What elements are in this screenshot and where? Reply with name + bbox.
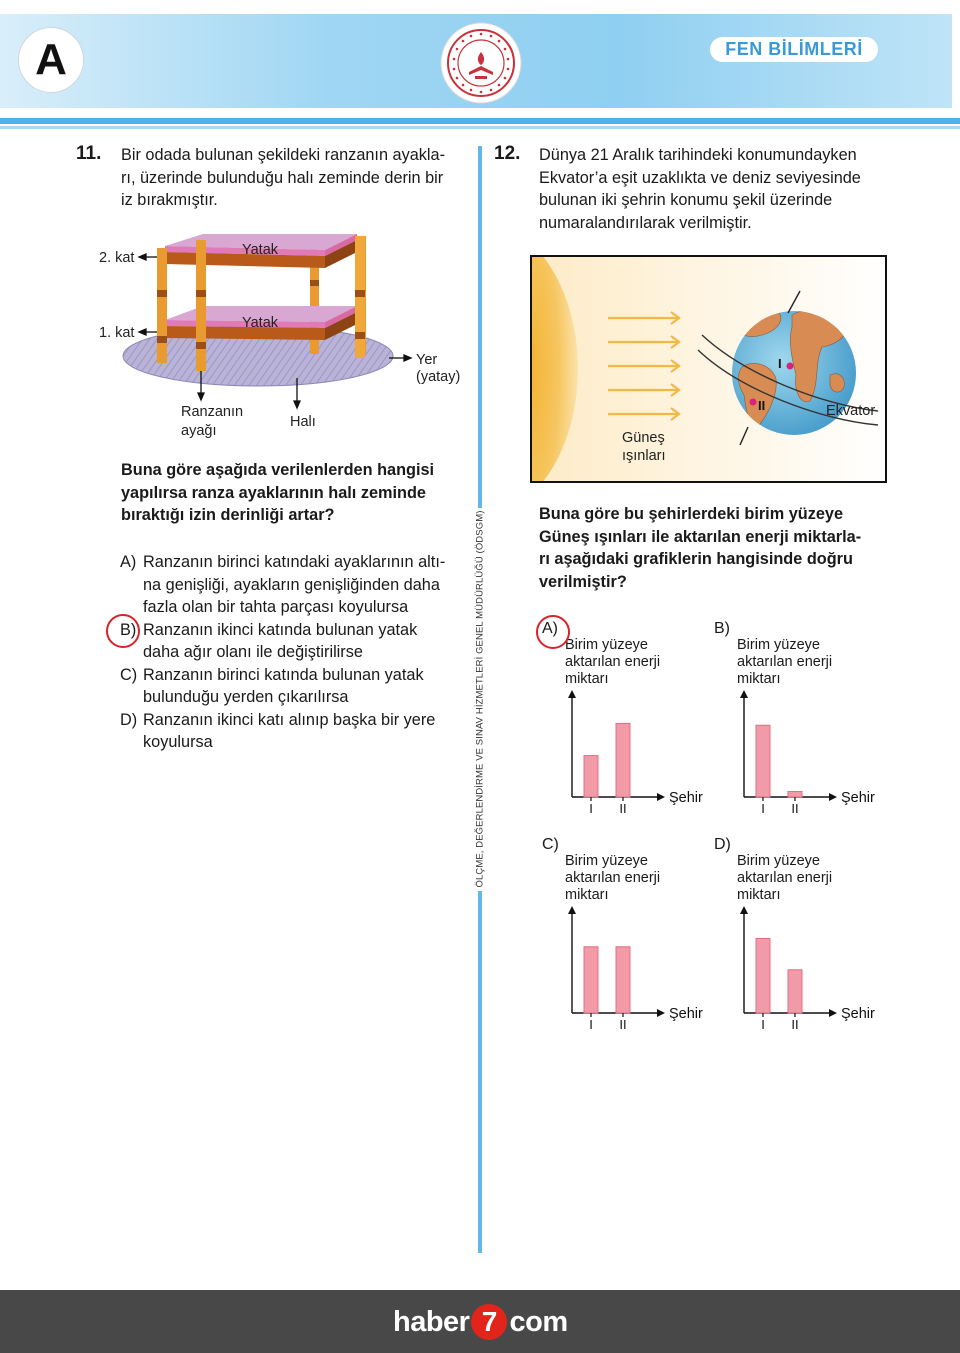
floor1-label: 1. kat: [99, 325, 135, 341]
logo-text-left: haber: [393, 1305, 470, 1338]
q12-stem-line: Ekvator’a eşit uzaklıkta ve deniz seviyesinde: [539, 168, 861, 187]
ground-label-sub: (yatay): [416, 369, 461, 385]
x-tick-label: II: [791, 801, 799, 816]
option-line: Ranzanın ikinci katında bulunan yatak: [143, 620, 418, 639]
bar-chart: [712, 836, 882, 1036]
x-tick-label: I: [761, 1017, 765, 1032]
q11-question-line: bıraktığı izin derinliği artar?: [121, 506, 335, 524]
q12-question-line: verilmiştir?: [539, 572, 627, 591]
q12-stem-line: numaralandırılarak verilmiştir.: [539, 213, 752, 232]
chart-option-d[interactable]: [712, 836, 882, 1036]
q11-options: [120, 551, 475, 754]
option-line: na genişliği, ayakların genişliğinden daha: [143, 575, 440, 594]
city-ii-marker: [750, 399, 757, 406]
logo-text-right: com: [509, 1305, 568, 1338]
ground-label: Yer: [416, 352, 438, 368]
booklet-letter: A: [18, 27, 84, 93]
chart-ylabel-line: Birim yüzeye: [565, 637, 648, 653]
bed-label-bottom: Yatak: [242, 315, 279, 331]
q11-question: [121, 459, 476, 527]
x-tick-label: I: [761, 801, 765, 816]
bar-chart: [712, 620, 882, 820]
bar-chart: [540, 620, 710, 820]
chart-ylabel-line: Birim yüzeye: [737, 853, 820, 869]
chart-ylabel-line: miktarı: [565, 887, 609, 903]
x-axis-arrow: [657, 793, 665, 801]
y-axis-arrow: [740, 906, 748, 914]
chart-option-a[interactable]: [540, 620, 710, 820]
chart-option-letter: B): [714, 620, 730, 637]
bar-ii: [616, 947, 630, 1013]
option-line: bulunduğu yerden çıkarılırsa: [143, 688, 349, 706]
q12-question-line: Buna göre bu şehirlerdeki birim yüzeye: [539, 505, 844, 523]
q12-question-line: rı aşağıdaki grafiklerin hangisinde doğru: [539, 550, 853, 568]
chart-option-letter: A): [542, 620, 558, 637]
q12-question: [539, 503, 899, 593]
bar-ii: [788, 791, 802, 797]
y-axis-arrow: [568, 906, 576, 914]
sun-earth-figure: [530, 255, 887, 483]
answer-mark-q11: [106, 614, 140, 648]
chart-option-letter: D): [714, 836, 731, 853]
header-rule-thin: [0, 126, 960, 129]
bar-ii: [788, 970, 802, 1013]
x-axis-arrow: [829, 793, 837, 801]
q11-question-line: yapılırsa ranza ayaklarının halı zeminde: [121, 483, 426, 502]
option-letter: C): [120, 665, 138, 684]
chart-ylabel-line: aktarılan enerji: [565, 654, 661, 670]
leg-label-sub: ayağı: [181, 423, 217, 439]
option-text: [143, 664, 424, 709]
option-letter: D): [120, 710, 138, 729]
chart-option-letter: C): [542, 836, 559, 853]
chart-ylabel-line: Birim yüzeye: [737, 637, 820, 653]
option-line: Ranzanın ikinci katı alınıp başka bir yere: [143, 710, 436, 729]
option-line: Ranzanın birinci katında bulunan yatak: [143, 665, 424, 684]
site-logo[interactable]: [393, 1303, 573, 1341]
option-text: [143, 551, 445, 619]
bar-chart: [540, 836, 710, 1036]
option-text: [143, 709, 435, 754]
bar-ii: [616, 723, 630, 797]
bar-i: [584, 756, 598, 797]
option-line: Ranzanın birinci katındaki ayaklarının altı-: [143, 553, 446, 571]
y-axis-arrow: [568, 690, 576, 698]
meb-seal-icon: [440, 22, 522, 104]
chart-ylabel-line: aktarılan enerji: [737, 654, 833, 670]
x-axis-label: Şehir: [841, 790, 875, 806]
chart-option-b[interactable]: [712, 620, 882, 820]
equator-label: Ekvator: [826, 403, 876, 419]
q11-stem-line: iz bırakmıştır.: [121, 191, 218, 209]
rays-label-sub: ışınları: [622, 448, 666, 464]
x-tick-label: I: [589, 801, 593, 816]
option-text: [143, 619, 417, 664]
option-line: daha ağır olanı ile değiştirilirse: [143, 643, 363, 661]
city-i-label: I: [778, 356, 782, 371]
bar-i: [756, 725, 770, 797]
leg-label: Ranzanın: [181, 404, 244, 420]
q11-option-c[interactable]: [120, 664, 475, 709]
q11-stem-line: Bir odada bulunan şekildeki ranzanın ayakla-: [121, 146, 446, 164]
q11-option-a[interactable]: [120, 551, 475, 619]
x-axis-label: Şehir: [841, 1006, 875, 1022]
x-axis-label: Şehir: [669, 1006, 703, 1022]
chart-ylabel-line: miktarı: [737, 887, 781, 903]
header-rule: [0, 118, 960, 124]
q11-option-b[interactable]: [120, 619, 475, 664]
q11-stem: [121, 144, 476, 212]
answer-mark-q12: [536, 615, 570, 649]
q12-stem-line: Dünya 21 Aralık tarihindeki konumundayken: [539, 146, 857, 164]
q12-stem-line: bulunan iki şehrin konumu şekil üzerinde: [539, 191, 833, 209]
carpet-label: Halı: [290, 414, 316, 430]
q11-question-line: Buna göre aşağıda verilenlerden hangisi: [121, 461, 435, 479]
x-tick-label: II: [619, 801, 627, 816]
chart-ylabel-line: miktarı: [565, 671, 609, 687]
floor2-label: 2. kat: [99, 250, 135, 266]
bed-leg: [157, 248, 167, 363]
rays-label: Güneş: [622, 430, 665, 446]
x-tick-label: II: [791, 1017, 799, 1032]
bar-i: [584, 947, 598, 1013]
bunk-bed-figure: [95, 228, 475, 448]
q11-stem-line: rı, üzerinde bulunduğu halı zeminde derin bir: [121, 168, 444, 187]
logo-seven-badge: 7: [471, 1304, 507, 1340]
option-line: koyulursa: [143, 733, 213, 751]
chart-ylabel-line: miktarı: [737, 671, 781, 687]
x-tick-label: I: [589, 1017, 593, 1032]
city-i-marker: [787, 363, 794, 370]
q12-number: 12.: [494, 143, 521, 164]
chart-option-c[interactable]: [540, 836, 710, 1036]
x-tick-label: II: [619, 1017, 627, 1032]
q12-stem: [539, 144, 899, 234]
y-axis-arrow: [740, 690, 748, 698]
x-axis-arrow: [657, 1009, 665, 1017]
city-ii-label: II: [758, 398, 766, 413]
option-letter: A): [120, 553, 137, 571]
q11-number: 11.: [76, 143, 102, 164]
subject-badge: FEN BİLİMLERİ: [710, 37, 878, 62]
x-axis-label: Şehir: [669, 790, 703, 806]
bed-label-top: Yatak: [242, 242, 279, 258]
option-letter: B): [120, 620, 137, 639]
q11-option-d[interactable]: [120, 709, 475, 754]
option-line: fazla olan bir tahta parçası koyulursa: [143, 598, 409, 616]
q12-question-line: Güneş ışınları ile aktarılan enerji miktarla-: [539, 527, 862, 546]
bar-i: [756, 938, 770, 1013]
chart-ylabel-line: aktarılan enerji: [565, 870, 661, 886]
chart-ylabel-line: Birim yüzeye: [565, 853, 648, 869]
chart-ylabel-line: aktarılan enerji: [737, 870, 833, 886]
x-axis-arrow: [829, 1009, 837, 1017]
divider-caption: ÖLÇME, DEĞERLENDİRME VE SINAV HİZMETLERİ GENEL MÜDÜRLÜĞÜ (ÖDSGM): [474, 510, 486, 888]
